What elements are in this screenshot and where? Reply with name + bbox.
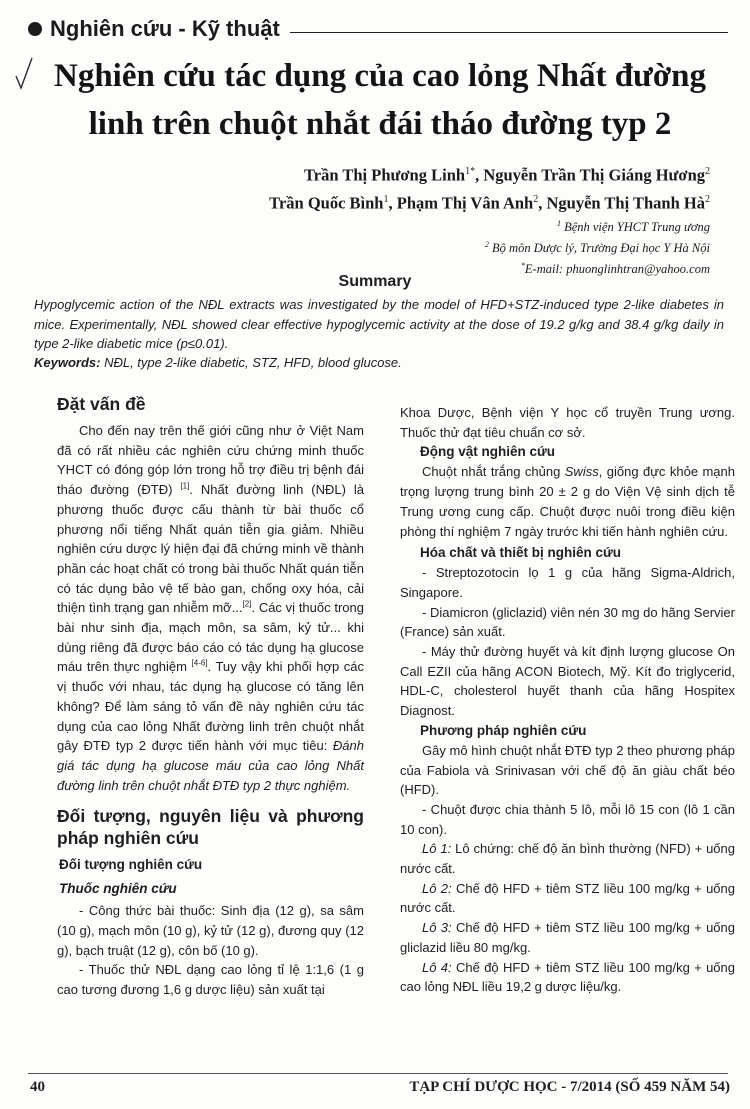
right-column xyxy=(400,403,735,997)
chem-paragraph: - Diamicron (gliclazid) viên nén 30 mg do hãng Servier (France) sản xuất. xyxy=(400,604,735,640)
author-sup: 1 xyxy=(383,193,389,205)
chem-paragraph: - Máy thử đường huyết và kít định lượng glucose On Call EZII của hãng ACON Biotech, Mỹ. Kít đo triglycerid, HDL-C, cholesterol huyết thanh của hãng Hospitex Diagnost. xyxy=(400,644,735,719)
affiliation-email: *E-mail: phuonglinhtran@yahoo.com xyxy=(520,261,710,277)
chem-paragraph: - Streptozotocin lọ 1 g của hãng Sigma-Aldrich, Singapore. xyxy=(400,565,735,600)
affiliation: $^2$ Bộ môn Dược lý, Trường Đại học Y Hà Nội xyxy=(484,240,710,256)
citation: [4-6] xyxy=(191,659,208,669)
author-line-1 xyxy=(90,160,710,188)
lot-paragraph: Lô 2: Chế độ HFD + tiêm STZ liều 100 mg/kg + uống nước cất. xyxy=(400,880,735,916)
citation: [2] xyxy=(242,600,252,609)
lot-label: Lô 2: xyxy=(422,880,452,896)
page-number: 40 xyxy=(30,1079,45,1095)
drug-paragraph: - Thuốc thử NĐL dạng cao lỏng tỉ lệ 1:1,6 (1 g cao tương đương 1,6 g dược liệu) sản xuất tại xyxy=(57,962,364,998)
author-name: Nguyễn Thị Thanh Hà xyxy=(546,193,705,212)
author-sep: , xyxy=(538,193,547,212)
author-name: Nguyễn Trần Thị Giáng Hương xyxy=(483,165,705,185)
lot-label: Lô 3: xyxy=(422,920,452,936)
subjects-heading: Đối tượng nghiên cứu xyxy=(59,857,203,873)
animals-paragraph: Chuột nhắt trắng chủng Swiss, giống đực khỏe mạnh trọng lượng trung bình 20 ± 2 g do Viện Vệ sinh dịch tễ Trung ương cung cấp. Chuột được nuôi trong điều kiện phòng thí nghiệm 7 ngày trước khi tiến hành nghiên cứu. xyxy=(400,464,735,539)
author-sup: 2 xyxy=(705,166,710,177)
method-paragraph: Gây mô hình chuột nhắt ĐTĐ typ 2 theo phương pháp của Fabiola và Srinivasan với chế độ ăn giàu chất béo (HFD). xyxy=(400,742,735,798)
lot-paragraph: Lô 1: Lô chứng: chế độ ăn bình thường (NFD) + uống nước cất. xyxy=(400,841,735,877)
author-sup: 2 xyxy=(705,193,710,205)
keywords xyxy=(34,353,724,373)
lot-paragraph: Lô 4: Chế độ HFD + tiêm STZ liều 100 mg/kg + uống cao lỏng NĐL liều 19,2 g dược liệu/kg. xyxy=(400,959,735,995)
intro-paragraph: Cho đến nay trên thế giới cũng như ở Việt Nam đã có rất nhiều các nghiên cứu chứng minh thuốc YHCT có đóng góp lớn trong hỗ trợ điều trị bệnh đái tháo đường (ĐTĐ) [1]. Nhất đường linh (NĐL) là phương thuốc được cấu thành từ bài thuốc cổ phương nổi tiếng Nhất quán tiễn gia giảm. Nhiều nghiên cứu dược lý hiện đại đã chứng minh về thành phần các hoạt chất có trong bài thuốc Nhất quán tiễn có tác dụng bảo vệ tế bào gan, chống oxy hóa, cải thiện tình trạng gan nhiễm mỡ...[2]. Các vị thuốc trong bài như sinh địa, mạch môn, sa sâm, kỷ tử... khi dùng riêng đã được báo cáo có tác dụng hạ glucose máu trên thực nghiệm [4-6]. Tuy vậy khi phối hợp các vị thuốc với nhau, tác dụng hạ glucose có tăng lên không? Để làm sáng tỏ vấn đề này nghiên cứu tác dụng của cao lỏng Nhất đường linh trên chuột nhắt gây ĐTĐ typ 2 được tiến hành với mục tiêu: Đánh giá tác dụng hạ glucose máu của cao lỏng Nhất đường linh trên chuột nhắt ĐTĐ typ 2 thực nghiệm. xyxy=(57,423,364,793)
keywords-text: NĐL, type 2-like diabetic, STZ, HFD, blood glucose. xyxy=(100,355,402,370)
chem-heading: Hóa chất và thiết bị nghiên cứu xyxy=(420,545,622,561)
summary-title: Summary xyxy=(338,273,412,290)
lot-label: Lô 4: xyxy=(422,959,452,975)
author-sup: 1* xyxy=(465,166,476,177)
author-block xyxy=(90,160,710,278)
summary-body: Hypoglycemic action of the NĐL extracts was investigated by the model of HFD+STZ-induced type 2-like diabetes in mice. Experimentally, NĐL showed clear effective hypoglycemic activity at the dose of 19.2 g/kg and 38.4 g/kg daily in type 2-like diabetic mice (p≤0.01). xyxy=(34,297,724,351)
footer-rule xyxy=(28,1073,728,1074)
method-paragraph: - Chuột được chia thành 5 lô, mỗi lô 15 con (lô 1 cần 10 con). xyxy=(400,801,735,837)
author-line-2 xyxy=(90,188,710,216)
lot-label: Lô 1: xyxy=(422,841,452,857)
method-heading: Phương pháp nghiên cứu xyxy=(420,722,587,738)
author-name: Trần Thị Phương Linh xyxy=(304,165,466,185)
left-column xyxy=(57,393,364,1000)
header-rule xyxy=(290,32,728,33)
journal-name: TẠP CHÍ DƯỢC HỌC - 7/2014 (SỐ 459 NĂM 54) xyxy=(409,1079,730,1095)
affiliation: $^1$ Bệnh viện YHCT Trung ương xyxy=(556,219,710,235)
section-header xyxy=(28,14,728,44)
author-name: Trần Quốc Bình xyxy=(269,193,384,212)
intro-heading: Đặt vấn đề xyxy=(57,394,146,414)
author-sep: , xyxy=(388,193,397,212)
drug-paragraph: - Công thức bài thuốc: Sinh địa (12 g), sa sâm (10 g), mạch môn (10 g), kỷ tử (12 g), đương quy (12 g), bạch truật (12 g), côn bố (10 g). xyxy=(57,903,364,958)
author-name: Phạm Thị Vân Anh xyxy=(396,193,534,212)
methods-heading: Đối tượng, nguyên liệu và phương pháp nghiên cứu xyxy=(57,806,364,849)
animals-heading: Động vật nghiên cứu xyxy=(420,444,556,460)
drug-paragraph-cont: Khoa Dược, Bệnh viện Y học cổ truyền Trung ương. Thuốc thử đạt tiêu chuẩn cơ sở. xyxy=(400,405,735,440)
citation: [1] xyxy=(180,481,190,491)
bullet-icon xyxy=(28,22,42,36)
section-label: Nghiên cứu - Kỹ thuật xyxy=(50,16,280,41)
article-title: Nghiên cứu tác dụng của cao lỏng Nhất đường linh trên chuột nhắt đái tháo đường typ 2 xyxy=(54,58,706,142)
lot-paragraph: Lô 3: Chế độ HFD + tiêm STZ liều 100 mg/kg + uống gliclazid liều 80 mg/kg. xyxy=(400,920,735,955)
keywords-label: Keywords: xyxy=(34,355,101,370)
study-aim: Đánh giá tác dụng hạ glucose máu của cao lỏng Nhất đường linh trên chuột nhắt ĐTĐ typ 2 thực nghiệm. xyxy=(57,738,364,793)
author-sep: , xyxy=(475,165,484,185)
author-sup: 2 xyxy=(533,193,539,205)
drug-heading: Thuốc nghiên cứu xyxy=(59,881,177,897)
